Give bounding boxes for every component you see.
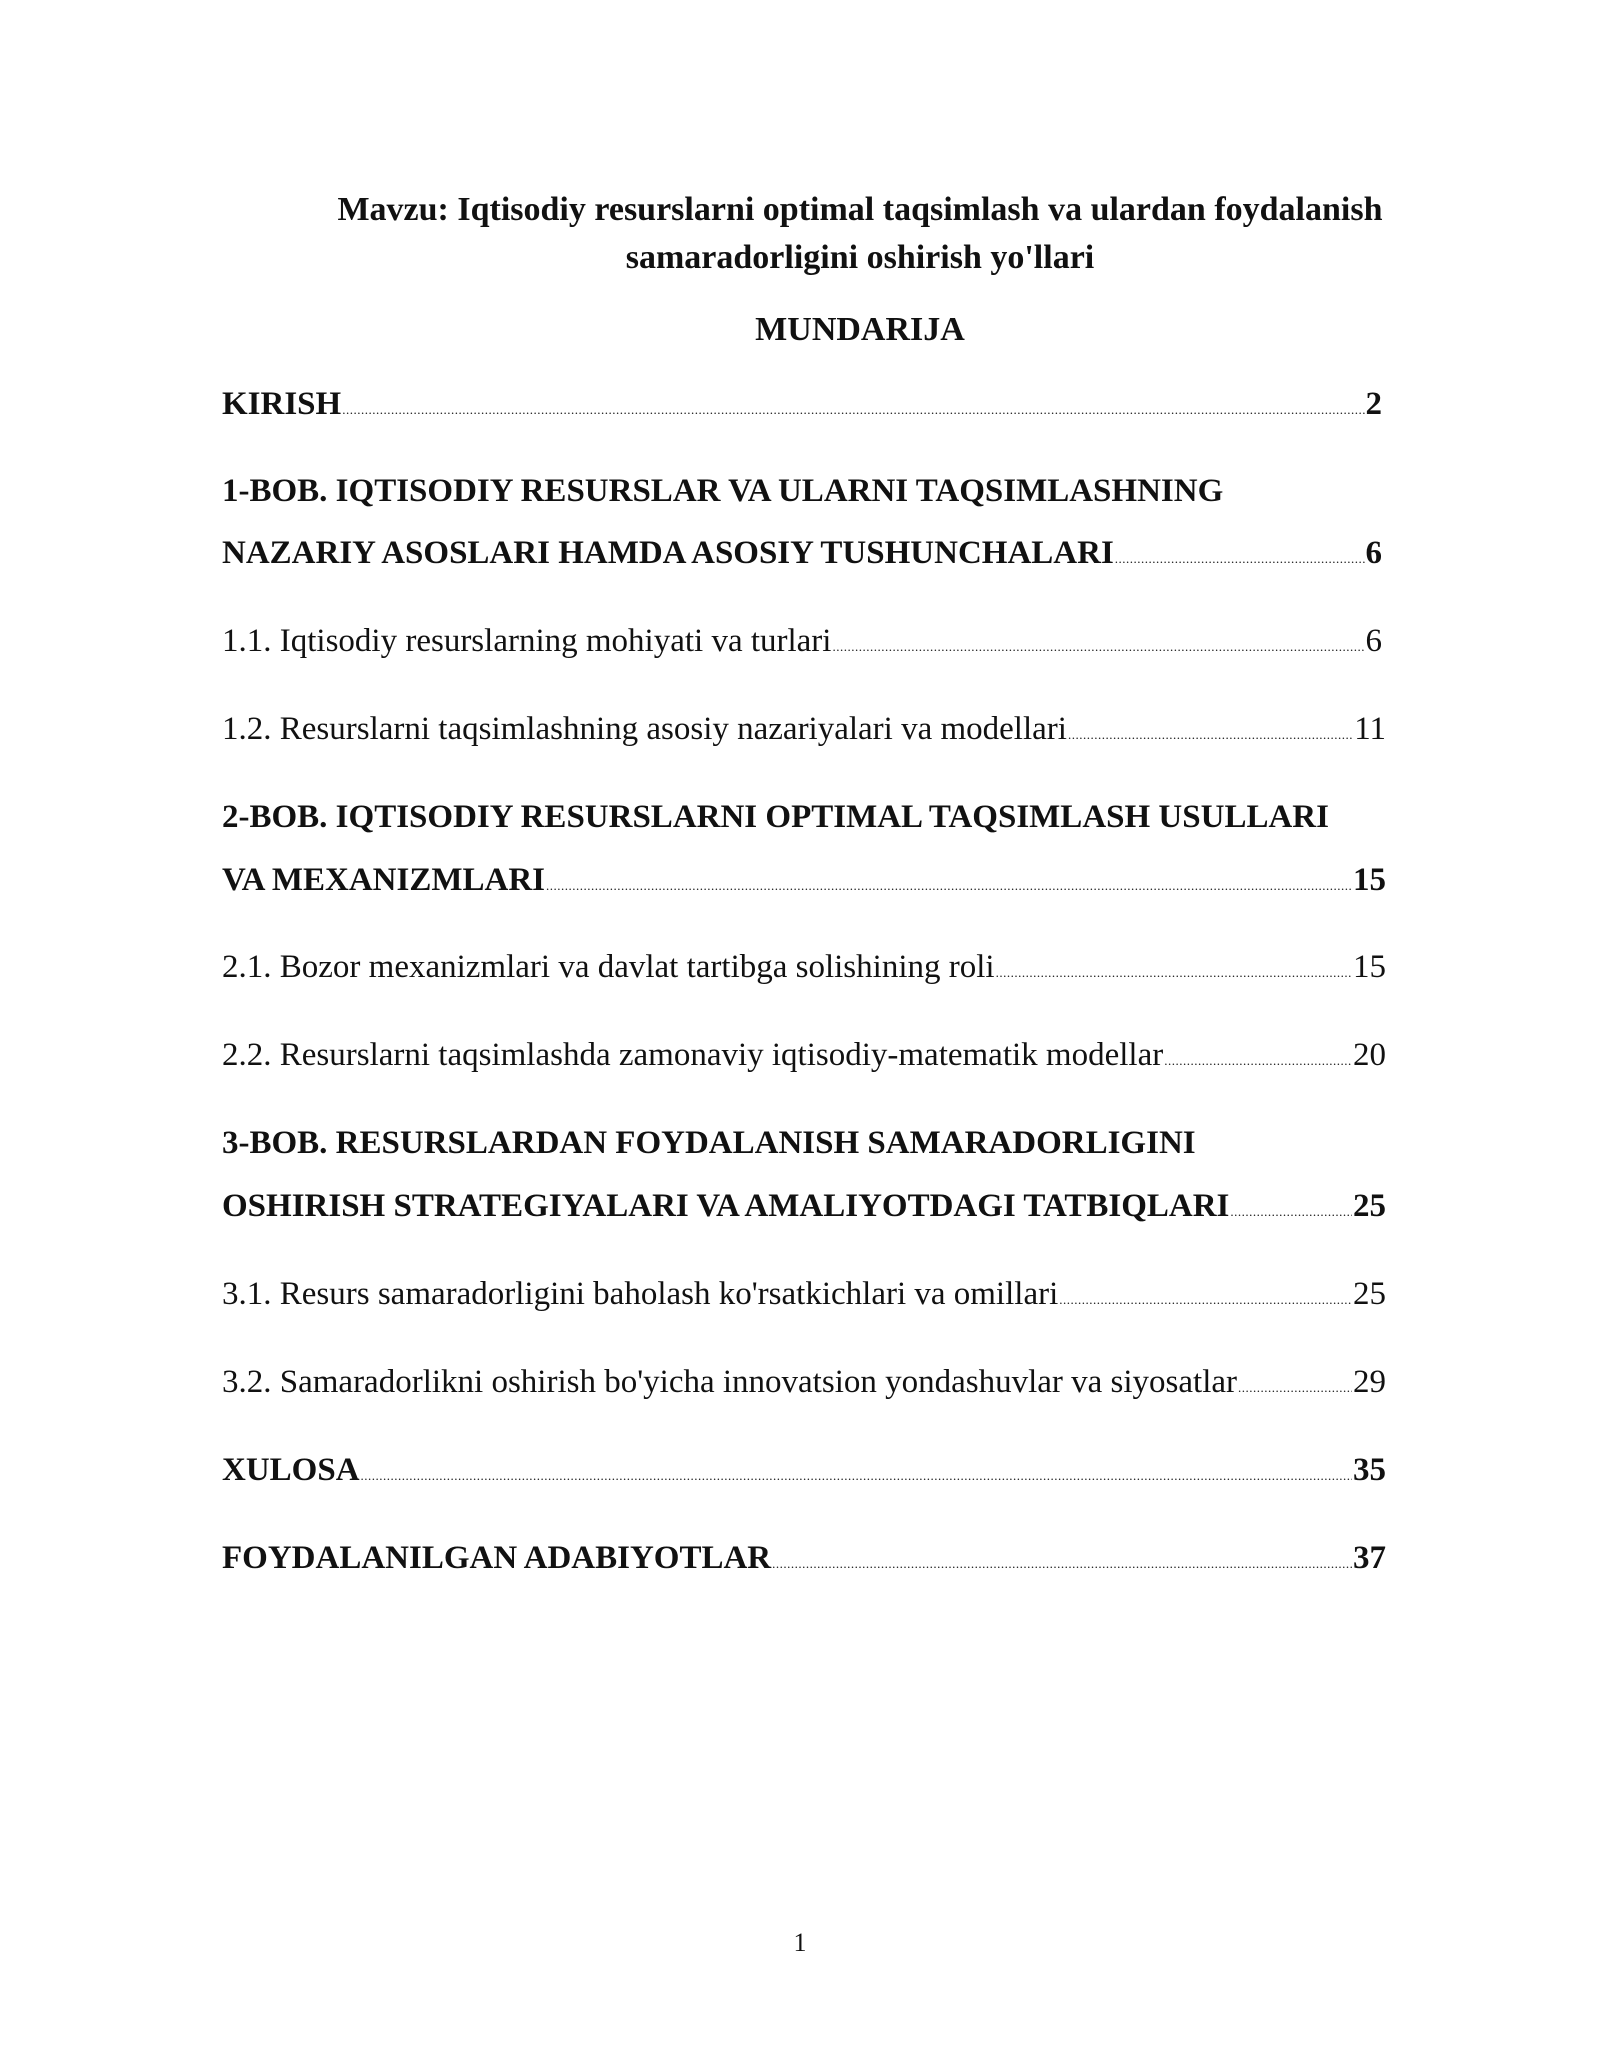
toc-entry-label: KIRISH <box>222 386 342 422</box>
toc-entry-label: 3.1. Resurs samaradorligini baholash ko'rsatkichlari va omillari <box>222 1276 1059 1312</box>
toc-entry-xulosa[interactable] <box>222 1447 1386 1499</box>
toc-entry-section-1-2[interactable] <box>222 706 1386 758</box>
toc-page-number: 25 <box>1353 1276 1386 1312</box>
toc-page-number: 15 <box>1353 949 1386 985</box>
toc-page-number: 20 <box>1353 1037 1386 1073</box>
dot-leader <box>1115 536 1365 582</box>
toc-entry-chapter-3-line-1: 3-BOB. RESURSLARDAN FOYDALANISH SAMARADORLIGINI <box>222 1125 1196 1161</box>
toc-entry-section-3-2[interactable] <box>222 1359 1386 1411</box>
dot-leader <box>996 950 1352 996</box>
dot-leader <box>1164 1038 1352 1084</box>
toc-entry-chapter-2-line-1: 2-BOB. IQTISODIY RESURSLARNI OPTIMAL TAQSIMLASH USULLARI <box>222 799 1329 835</box>
toc-entry-label: 1.1. Iqtisodiy resurslarning mohiyati va turlari <box>222 623 832 659</box>
toc-entry-section-3-1[interactable] <box>222 1271 1386 1323</box>
toc-entry-section-1-1[interactable] <box>222 618 1382 670</box>
toc-entry-chapter-1-line-1: 1-BOB. IQTISODIY RESURSLAR VA ULARNI TAQSIMLASHNING <box>222 473 1224 509</box>
toc-entry-chapter-3[interactable] <box>222 1183 1386 1235</box>
dot-leader <box>342 387 1364 433</box>
toc-page-number: 35 <box>1353 1452 1386 1488</box>
toc-page-number: 11 <box>1354 711 1386 747</box>
toc-page-number: 25 <box>1353 1188 1386 1224</box>
toc-page-number: 6 <box>1365 623 1382 659</box>
toc-entry-label: 2.2. Resurslarni taqsimlashda zamonaviy iqtisodiy-matematik modellar <box>222 1037 1164 1073</box>
toc-entry-references[interactable] <box>222 1535 1386 1587</box>
dot-leader <box>1068 712 1353 758</box>
dot-leader <box>1238 1365 1352 1411</box>
toc-entry-label: 2.1. Bozor mexanizmlari va davlat tartibga solishining roli <box>222 949 995 985</box>
toc-entry-section-2-1[interactable] <box>222 944 1386 996</box>
toc-entry-chapter-1[interactable] <box>222 530 1382 582</box>
toc-entry-label: FOYDALANILGAN ADABIYOTLAR <box>222 1540 772 1576</box>
toc-entry-chapter-2[interactable] <box>222 857 1386 909</box>
toc-entry-kirish[interactable] <box>222 381 1382 433</box>
toc-page-number: 29 <box>1353 1364 1386 1400</box>
toc-heading: MUNDARIJA <box>755 311 965 348</box>
dot-leader <box>1059 1277 1352 1323</box>
toc-entry-label: 3.2. Samaradorlikni oshirish bo'yicha innovatsion yondashuvlar va siyosatlar <box>222 1364 1238 1400</box>
page-number-footer: 1 <box>793 1928 807 1957</box>
dot-leader <box>1230 1189 1352 1235</box>
toc-entry-label: NAZARIY ASOSLARI HAMDA ASOSIY TUSHUNCHALARI <box>222 535 1114 571</box>
dot-leader <box>361 1453 1352 1499</box>
toc-entry-label: 1.2. Resurslarni taqsimlashning asosiy nazariyalari va modellari <box>222 711 1067 747</box>
dot-leader <box>772 1541 1352 1587</box>
toc-page-number: 37 <box>1353 1540 1386 1576</box>
toc-page-number: 6 <box>1365 535 1382 571</box>
toc-entry-label: XULOSA <box>222 1452 360 1488</box>
dot-leader <box>546 863 1352 909</box>
dot-leader <box>832 624 1364 670</box>
toc-page-number: 2 <box>1365 386 1382 422</box>
toc-entry-section-2-2[interactable] <box>222 1032 1386 1084</box>
toc-page-number: 15 <box>1353 862 1386 898</box>
toc-entry-label: VA MEXANIZMLARI <box>222 862 546 898</box>
toc-entry-label: OSHIRISH STRATEGIYALARI VA AMALIYOTDAGI TATBIQLARI <box>222 1188 1230 1224</box>
document-title-line-2: samaradorligini oshirish yo'llari <box>625 239 1095 276</box>
document-title-line-1: Mavzu: Iqtisodiy resurslarni optimal taqsimlash va ulardan foydalanish <box>337 191 1383 228</box>
